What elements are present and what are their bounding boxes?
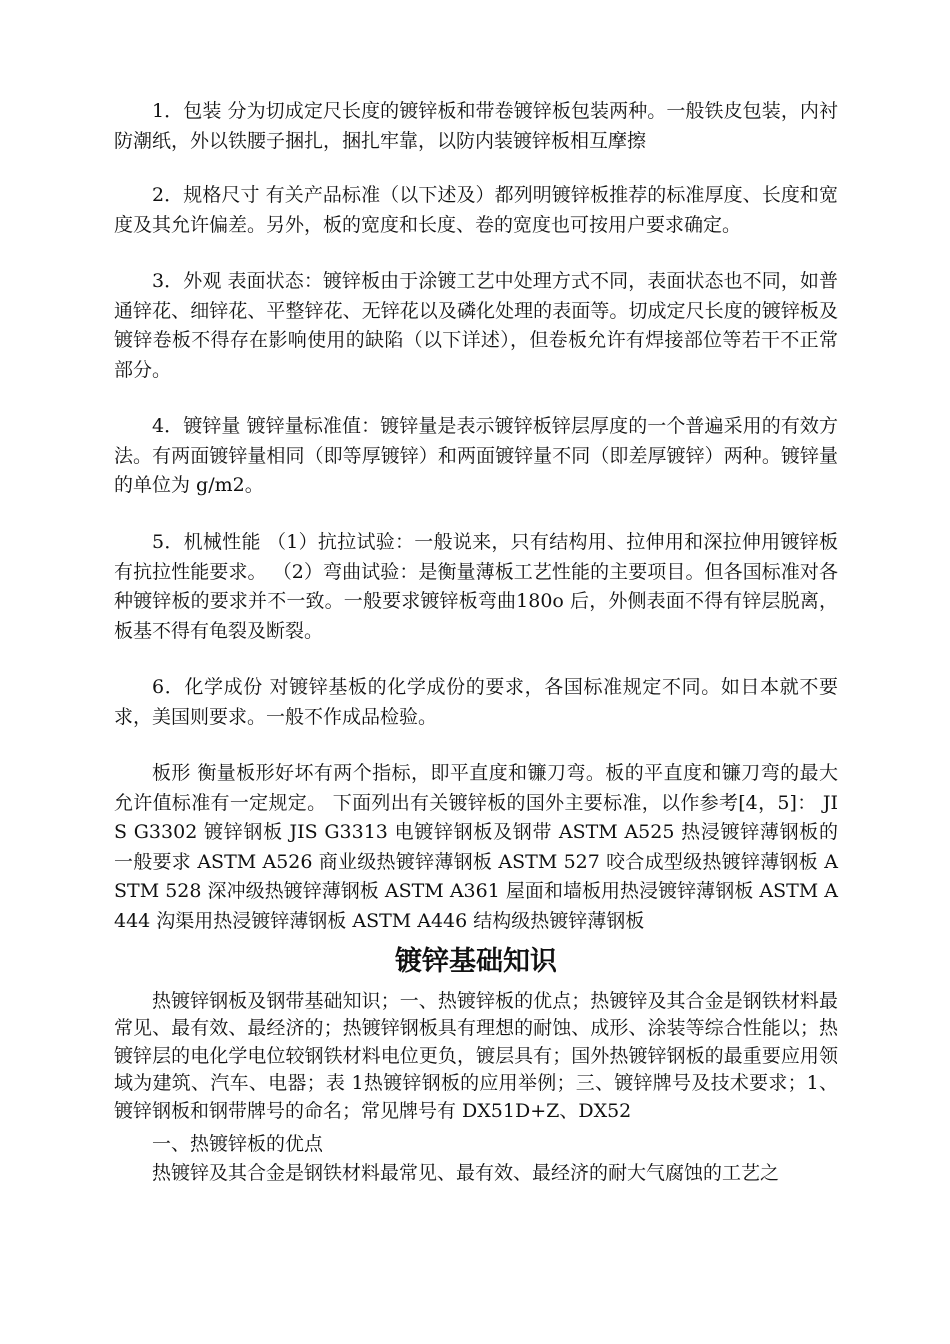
section-heading: 镀锌基础知识 (395, 946, 557, 977)
paragraph-flatness-and-standards: 板形 衡量板形好坏有两个指标，即平直度和镰刀弯。板的平直度和镰刀弯的最大允许值标准有一定规定。 下面列出有关镀锌板的国外主要标准，以作参考[4，5]： JIS G3302 镀锌钢板 JIS G3313 电镀锌钢板及钢带 ASTM A525 热浸镀锌薄钢板的一般要求 ASTM A526 商业级热镀锌薄钢板 ASTM 527 咬合成型级热镀锌薄钢板 ASTM 528 深冲级热镀锌薄钢板 ASTM A361 屋面和墙板用热浸镀锌薄钢板 ASTM A444 沟渠用热浸镀锌薄钢板 ASTM A446 结构级热镀锌薄钢板 (114, 762, 838, 932)
section-summary: 热镀锌钢板及钢带基础知识；一、热镀锌板的优点；热镀锌及其合金是钢铁材料最常见、最有效、最经济的；热镀锌钢板具有理想的耐蚀、成形、涂装等综合性能以；热镀锌层的电化学电位较钢铁材料电位更负，镀层具有；国外热镀锌钢板的最重要应用领域为建筑、汽车、电器；表 1热镀锌钢板的应用举例；三、镀锌牌号及技术要求；1、镀锌钢板和钢带牌号的命名；常见牌号有 DX51D+Z、DX52 (114, 990, 838, 1122)
paragraph-chemical-composition: 6．化学成份 对镀锌基板的化学成份的要求，各国标准规定不同。如日本就不要求，美国则要求。一般不作成品检验。 (114, 676, 838, 728)
paragraph-packaging: 1．包装 分为切成定尺长度的镀锌板和带卷镀锌板包装两种。一般铁皮包装，内衬防潮纸，外以铁腰子捆扎，捆扎牢靠，以防内装镀锌板相互摩擦 (114, 100, 838, 152)
paragraph-dimensions: 2．规格尺寸 有关产品标准（以下述及）都列明镀锌板推荐的标准厚度、长度和宽度及其允许偏差。另外，板的宽度和长度、卷的宽度也可按用户要求确定。 (114, 184, 838, 236)
section-subheading: 一、热镀锌板的优点 (152, 1133, 324, 1155)
paragraph-appearance: 3．外观 表面状态：镀锌板由于涂镀工艺中处理方式不同，表面状态也不同，如普通锌花、细锌花、平整锌花、无锌花以及磷化处理的表面等。切成定尺长度的镀锌板及镀锌卷板不得存在影响使用的缺陷（以下详述），但卷板允许有焊接部位等若干不正常部分。 (114, 270, 838, 381)
paragraph-mechanical-properties: 5．机械性能 （1）抗拉试验：一般说来，只有结构用、拉伸用和深拉伸用镀锌板有抗拉性能要求。 （2）弯曲试验：是衡量薄板工艺性能的主要项目。但各国标准对各种镀锌板的要求并不一致。一般要求镀锌板弯曲180o 后，外侧表面不得有锌层脱离，板基不得有龟裂及断裂。 (114, 531, 838, 642)
paragraph-zinc-coating: 4．镀锌量 镀锌量标准值：镀锌量是表示镀锌板锌层厚度的一个普遍采用的有效方法。有两面镀锌量相同（即等厚镀锌）和两面镀锌量不同（即差厚镀锌）两种。镀锌量的单位为 g/m2。 (114, 415, 838, 496)
section-body: 热镀锌及其合金是钢铁材料最常见、最有效、最经济的耐大气腐蚀的工艺之 (152, 1162, 780, 1184)
